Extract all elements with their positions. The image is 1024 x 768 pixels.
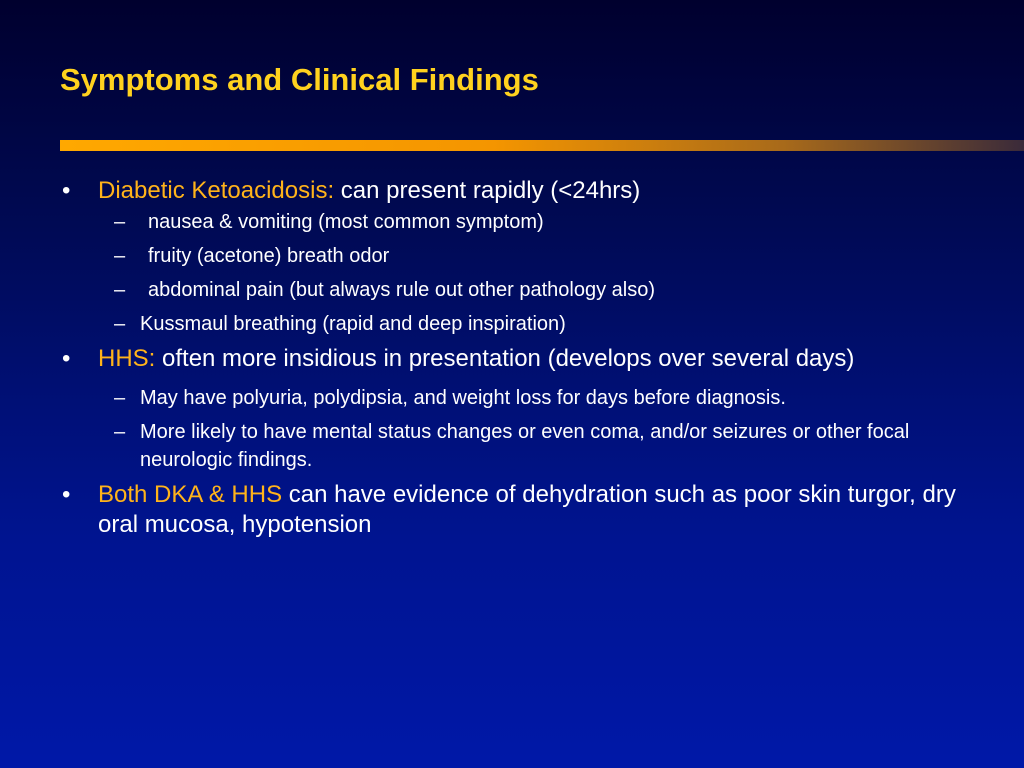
sub-bullet-text: May have polyuria, polydipsia, and weight loss for days before diagnosis. <box>140 387 786 409</box>
bullet-both <box>58 480 978 540</box>
bullet-text: often more insidious in presentation (develops over several days) <box>155 345 855 372</box>
dash-marker: – <box>114 211 126 233</box>
sub-bullet-text: nausea & vomiting (most common symptom) <box>148 211 544 233</box>
bullet-marker: • <box>62 177 71 204</box>
sub-bullet <box>58 208 978 236</box>
sub-bullet-text: fruity (acetone) breath odor <box>148 245 390 267</box>
dash-marker: – <box>114 387 126 409</box>
bullet-marker: • <box>62 481 71 508</box>
slide-content <box>58 176 978 542</box>
dash-marker: – <box>114 421 126 443</box>
sub-bullet <box>58 242 978 270</box>
bullet-marker: • <box>62 345 71 372</box>
bullet-text: can have evidence of dehydration such as poor skin turgor, dry oral mucosa, hypotension <box>98 481 956 538</box>
bullet-highlight: Diabetic Ketoacidosis: <box>98 177 335 204</box>
bullet-highlight: Both DKA & HHS <box>98 481 283 508</box>
bullet-text: can present rapidly (<24hrs) <box>334 177 641 204</box>
sub-bullet-text: abdominal pain (but always rule out other pathology also) <box>148 279 655 301</box>
title-divider <box>60 140 1024 151</box>
sub-bullet <box>58 384 978 412</box>
dash-marker: – <box>114 245 126 267</box>
sub-bullet <box>58 418 978 474</box>
sub-bullet <box>58 310 978 338</box>
bullet-highlight: HHS: <box>98 345 156 372</box>
dash-marker: – <box>114 279 126 301</box>
sub-bullet-text: Kussmaul breathing (rapid and deep inspiration) <box>140 313 566 335</box>
bullet-dka <box>58 176 978 206</box>
bullet-hhs <box>58 344 978 374</box>
dash-marker: – <box>114 313 126 335</box>
sub-bullet-text: More likely to have mental status changes or even coma, and/or seizures or other focal neurologic findings. <box>140 421 910 471</box>
sub-bullet <box>58 276 978 304</box>
slide-title: Symptoms and Clinical Findings <box>60 62 539 97</box>
